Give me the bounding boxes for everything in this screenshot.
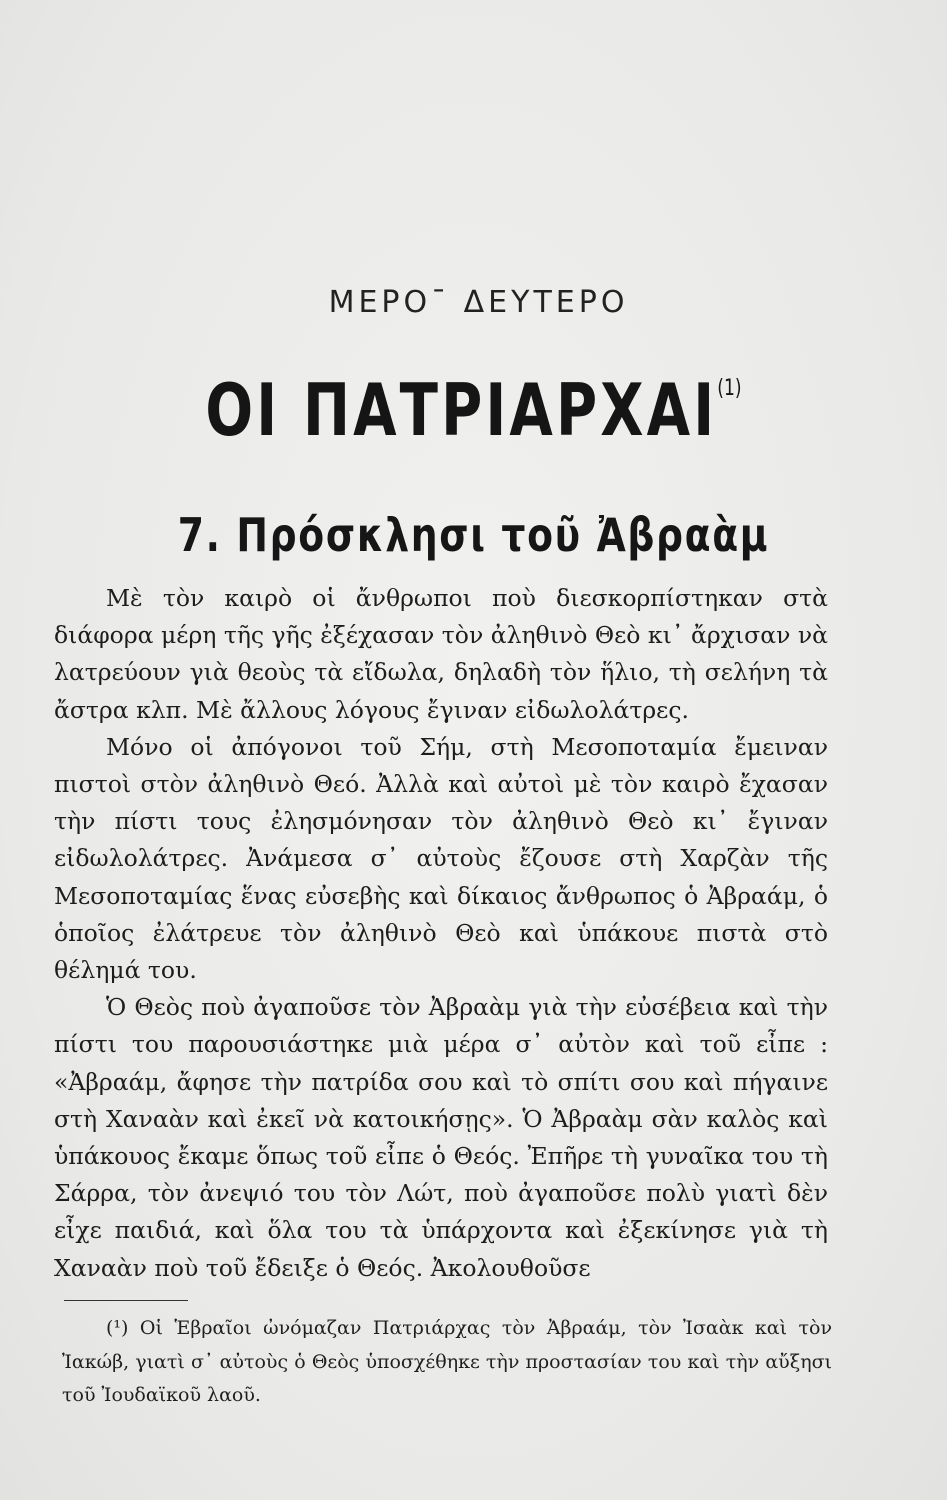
paragraph: Μὲ τὸν καιρὸ οἱ ἄνθρωποι ποὺ διεσκορπίστηκαν στὰ διάφορα μέρη τῆς γῆς ἐξέχασαν τὸν ἀληθινὸ Θεὸ κι᾿ ἄρχισαν νὰ λατρεύουν γιὰ θεοὺς τὰ εἴδωλα, δηλαδὴ τὸν ἥλιο, τὴ σελήνη τὰ ἄστρα κλπ. Μὲ ἄλλους λόγους ἔγιναν εἰδωλολάτρες. xyxy=(54,584,828,724)
footnote-text: (¹) Οἱ Ἑβραῖοι ὠνόμαζαν Πατριάρχας τὸν Ἀβραάμ, τὸν Ἰσαὰκ καὶ τὸν Ἰακώβ, γιατὶ σ᾿ αὐτοὺς ὁ Θεὸς ὑποσχέθηκε τὴν προστασίαν του καὶ τὴν αὔξησι τοῦ Ἰουδαϊκοῦ λαοῦ. xyxy=(62,1317,832,1406)
chapter-title: 7. Πρόσκλησι τοῦ Ἀβραὰμ xyxy=(177,508,770,562)
main-title-text: ΟΙ ΠΑΤΡΙΑΡΧΑΙ xyxy=(205,368,718,452)
main-title-footnote-marker: (1) xyxy=(717,376,742,401)
body-text xyxy=(54,580,828,1287)
paragraph: Μόνο οἱ ἀπόγονοι τοῦ Σήμ, στὴ Μεσοποταμία ἔμειναν πιστοὶ στὸν ἀληθινὸ Θεό. Ἀλλὰ καὶ αὐτοὶ μὲ τὸν καιρὸ ἔχασαν τὴν πίστι τους ἐλησμόνησαν τὸν ἀληθινὸ Θεὸ κι᾿ ἔγιναν εἰδωλολάτρες. Ἀνάμεσα σ᾿ αὐτοὺς ἔζουσε στὴ Χαρζὰν τῆς Μεσοποταμίας ἕνας εὐσεβὴς καὶ δίκαιος ἄνθρωπος ὁ Ἀβραάμ, ὁ ὁποῖος ἐλάτρευε τὸν ἀληθινὸ Θεὸ καὶ ὑπάκουε πιστὰ στὸ θέλημά του. xyxy=(54,732,828,985)
footnote-divider xyxy=(64,1300,188,1301)
part-label: ΜΕΡΟ¯ ΔΕΥΤΕΡΟ xyxy=(328,285,629,320)
paragraph: Ὁ Θεὸς ποὺ ἀγαποῦσε τὸν Ἀβραὰμ γιὰ τὴν εὐσέβεια καὶ τὴν πίστι του παρουσιάστηκε μιὰ μέρα σ᾿ αὐτὸν καὶ τοῦ εἶπε : «Ἀβραάμ, ἄφησε τὴν πατρίδα σου καὶ τὸ σπίτι σου καὶ πήγαινε στὴ Χαναὰν καὶ ἐκεῖ νὰ κατοικήσῃς». Ὁ Ἀβραὰμ σὰν καλὸς καὶ ὑπάκουος ἔκαμε ὅπως τοῦ εἶπε ὁ Θεός. Ἐπῆρε τὴ γυναῖκα του τὴ Σάρρα, τὸν ἀνεψιό του τὸν Λώτ, ποὺ ἀγαποῦσε πολὺ γιατὶ δὲν εἶχε παιδιά, καὶ ὅλα του τὰ ὑπάρχοντα καὶ ἐξεκίνησε γιὰ τὴ Χαναὰν ποὺ τοῦ ἔδειξε ὁ Θεός. Ἀκολουθοῦσε xyxy=(54,993,828,1282)
main-title xyxy=(104,368,843,452)
footnote xyxy=(62,1312,832,1413)
